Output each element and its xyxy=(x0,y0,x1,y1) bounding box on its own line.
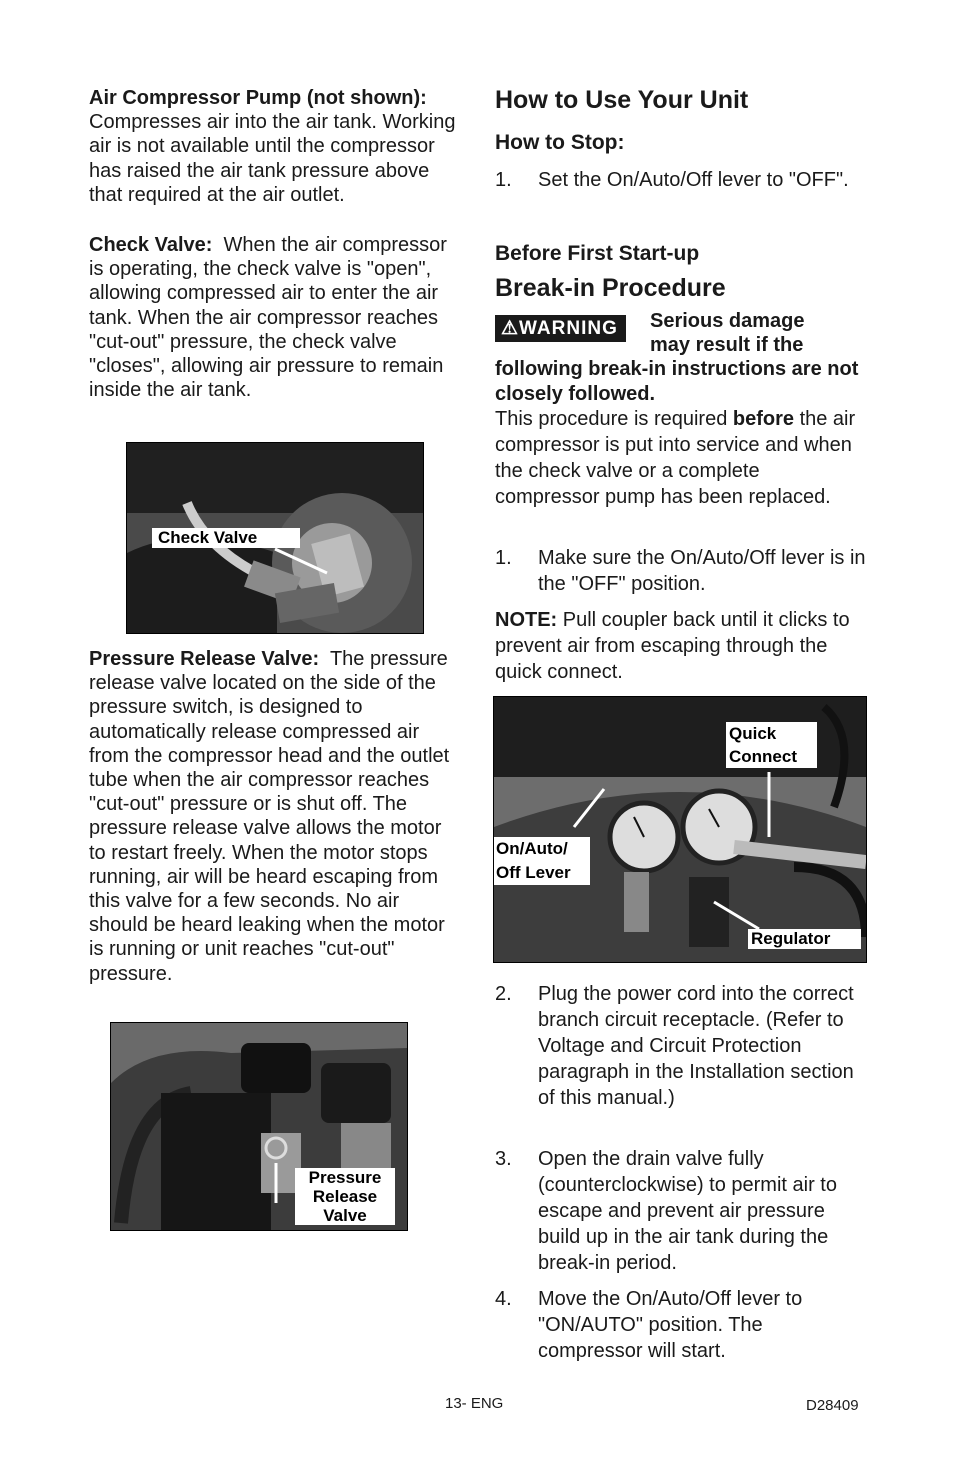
quick-connect-line2: Connect xyxy=(729,747,797,766)
quick-connect-label xyxy=(726,722,817,768)
breakin-step-3 xyxy=(495,1146,868,1276)
pressure-release-label: Pressure Release Valve: xyxy=(89,648,320,670)
pressure-release-photo-label xyxy=(295,1168,395,1225)
pump-label: Air Compressor Pump (not shown): xyxy=(89,87,427,109)
step4-text: Move the On/Auto/Off lever to "ON/AUTO" position. The compressor will start. xyxy=(538,1288,803,1362)
warning-badge xyxy=(495,315,626,342)
warning-text-line1: Serious damage xyxy=(650,310,805,332)
warning-text-line3: following break-in instructions are not closely followed. xyxy=(495,358,859,405)
stop-step-text: Set the On/Auto/Off lever to "OFF". xyxy=(538,169,849,191)
check-valve-photo-label: Check Valve xyxy=(152,528,300,548)
note-paragraph xyxy=(495,607,867,685)
stop-step-1 xyxy=(495,167,868,193)
quick-connect-line1: Quick xyxy=(729,724,777,743)
breakin-step-2 xyxy=(495,981,868,1111)
on-auto-off-lever-label xyxy=(494,837,590,885)
check-valve-photo xyxy=(126,442,424,634)
check-valve-paragraph xyxy=(89,233,459,402)
procedure-text-c: the air compressor is put into service and when the check valve or a complete compressor pump has been replaced. xyxy=(495,408,856,508)
lever-label-line2: Off Lever xyxy=(496,863,571,882)
stop-step-number: 1. xyxy=(495,169,512,191)
breakin-step-4 xyxy=(495,1286,868,1364)
photo2-label-line2: Release xyxy=(312,1187,378,1206)
page-number: 13- ENG xyxy=(445,1395,504,1412)
procedure-paragraph xyxy=(495,406,867,510)
break-in-heading: Break-in Procedure xyxy=(495,274,726,302)
photo2-label-line1: Pressure xyxy=(308,1168,382,1187)
pump-paragraph xyxy=(89,86,459,207)
pressure-release-photo xyxy=(110,1022,408,1231)
page-title: How to Use Your Unit xyxy=(495,86,749,114)
pump-text: Compresses air into the air tank. Working air is not available until the compressor has raised the air tank pressure above that required at the air outlet. xyxy=(89,111,456,206)
step4-number: 4. xyxy=(495,1288,512,1310)
gauges-photo xyxy=(493,696,867,963)
warning-triangle-icon: ⚠ xyxy=(501,318,520,339)
regulator-label: Regulator xyxy=(748,929,861,949)
check-valve-text: When the air compressor is operating, the check valve is "open", allowing compressed air to enter the air tank. When the air compressor reaches "cut-out" pressure, the check valve "closes", allowing air pressure to remain inside the air tank. xyxy=(89,234,447,402)
warning-badge-text: WARNING xyxy=(519,318,618,339)
note-text: Pull coupler back until it clicks to prevent air from escaping through the quick connect. xyxy=(495,609,850,683)
lever-label-line1: On/Auto/ xyxy=(496,839,568,858)
warning-text-line2: may result if the xyxy=(650,334,804,356)
pressure-release-paragraph xyxy=(89,647,459,986)
photo2-label-line3: Valve xyxy=(323,1206,367,1225)
step2-text: Plug the power cord into the correct branch circuit receptacle. (Refer to Voltage and Circuit Protection paragraph in the Installation section of this manual.) xyxy=(538,983,854,1109)
how-to-stop-heading: How to Stop: xyxy=(495,131,625,154)
step1-text: Make sure the On/Auto/Off lever is in the "OFF" position. xyxy=(538,547,866,595)
step3-number: 3. xyxy=(495,1148,512,1170)
step3-text: Open the drain valve fully (counterclockwise) to permit air to escape and prevent air pressure build up in the air tank during the break-in period. xyxy=(538,1148,837,1274)
procedure-text-bold: before xyxy=(732,408,795,430)
breakin-step-1 xyxy=(495,545,868,597)
note-label: NOTE: xyxy=(495,609,558,631)
step1-number: 1. xyxy=(495,547,512,569)
check-valve-label: Check Valve: xyxy=(89,234,213,256)
procedure-text-a: This procedure is required xyxy=(495,408,733,430)
warning-block xyxy=(495,310,870,405)
pressure-release-text: The pressure release valve located on the side of the pressure switch, is designed to automatically release compressed air from the compressor head and the outlet tube when the air compressor reaches "cut-out" pressure or is shut off. The pressure release valve allows the motor to restart freely. When the motor stops running, air will be heard escaping from this valve for a few seconds. No air should be heard leaking when the motor is running or unit reaches "cut-out" pressure. xyxy=(89,648,450,985)
before-first-startup-heading: Before First Start-up xyxy=(495,242,700,265)
document-code: D28409 xyxy=(806,1397,859,1414)
warning-text-top xyxy=(650,309,805,357)
step2-number: 2. xyxy=(495,983,512,1005)
